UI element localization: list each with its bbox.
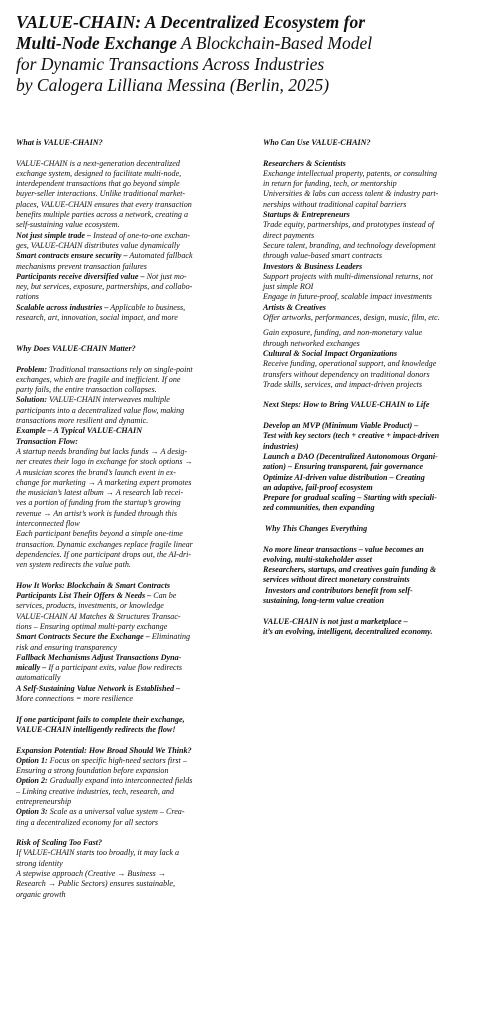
who-researchers: Researchers & Scientists Exchange intellectual property, patents, or consulting in return for funding, tech, or mentorship Universities & labs can access talent & industry part- nerships without traditional capital barriers <box>263 158 439 209</box>
section-heading-how: How It Works: Blockchain & Smart Contracts <box>16 580 170 590</box>
solution-paragraph: Solution: VALUE-CHAIN interweaves multiple participants into a decentralized value flow, making transactions more resilient and dynamic. <box>16 395 185 426</box>
expansion-option-2: Option 2: Gradually expand into interconnected fields – Linking creative industries, tech, research, and entrepreneurship <box>16 776 193 806</box>
section-heading-what: What is VALUE-CHAIN? <box>16 138 103 147</box>
how-bullet-3: Fallback Mechanisms Adjust Transactions Dyna- mically – If a participant exits, value flow redirects automatically <box>16 652 182 683</box>
title-line-3: for Dynamic Transactions Across Industries <box>16 54 325 74</box>
document-title <box>16 12 476 96</box>
next-steps-list: Develop an MVP (Minimum Viable Product) – Test with key sectors (tech + creative + impact-driven industries) Launch a DAO (Decentralized Autonomous Organi- zation) – Ensuring transparent, fair governance Optimize AI-driven value distribution – Creating an adaptive, fail-proof ecosystem Prepare for gradual scaling – Starting with speciali- zed communities, then expanding <box>263 421 440 513</box>
section-heading-changes: Why This Changes Everything <box>263 523 368 533</box>
closing-statement: VALUE-CHAIN is not just a marketplace – it’s an evolving, intelligent, decentralized economy. <box>263 616 433 636</box>
changes-list: No more linear transactions – value becomes an evolving, multi-stakeholder asset Researchers, startups, and creatives gain funding & services without direct monetary constraints Investors and contributors benefit from self- sustaining, long-term value creation <box>263 544 437 606</box>
expansion-option-3: Option 3: Scale as a universal value system – Crea- ting a decentralized economy for all sectors <box>16 807 185 827</box>
how-bullet-1: Participants List Their Offers & Needs – Can be services, products, investments, or knowledge VALUE-CHAIN AI Matches & Structures Transac- tions – Ensuring optimal multi-party exchange <box>16 591 181 631</box>
left-column <box>16 138 242 900</box>
title-line-4: by Calogera Lilliana Messina (Berlin, 2025) <box>16 75 330 95</box>
who-artists: Artists & Creatives Offer artworks, performances, design, music, film, etc. Gain exposure, funding, and non-monetary value through networked exchanges <box>263 302 440 348</box>
what-bullet-1: Not just simple trade – Instead of one-to-one exchan- ges, VALUE-CHAIN distributes value dynamically <box>16 230 190 250</box>
title-line-1: VALUE-CHAIN: A Decentralized Ecosystem for <box>16 12 366 32</box>
problem-paragraph: Problem: Traditional transactions rely on single-point exchanges, which are fragile and inefficient. If one party fails, the entire transaction collapses. <box>16 364 193 395</box>
risk-paragraph: If VALUE-CHAIN starts too broadly, it may lack a strong identity A stepwise approach (Creative → Business → Research → Public Sectors) ensures sustainable, organic growth <box>16 848 179 899</box>
section-heading-risk: Risk of Scaling Too Fast? <box>16 838 103 848</box>
expansion-option-1: Option 1: Focus on specific high-need sectors first – Ensuring a strong foundation before expansion <box>16 755 187 776</box>
title-line-2: Multi-Node Exchange A Blockchain-Based Model <box>16 33 373 53</box>
section-heading-who: Who Can Use VALUE-CHAIN? <box>263 138 371 147</box>
fail-redirect-callout: If one participant fails to complete their exchange, VALUE-CHAIN intelligently redirects the flow! <box>16 714 185 734</box>
how-bullet-4: A Self-Sustaining Value Network is Established – More connections = more resilience <box>16 683 181 704</box>
right-column <box>263 138 477 637</box>
what-bullet-2: Smart contracts ensure security – Automated fallback mechanisms prevent transaction failures <box>16 251 193 271</box>
who-startups: Startups & Entrepreneurs Trade equity, partnerships, and prototypes instead of direct payments Secure talent, branding, and technology development through value-based smart contracts <box>263 210 436 261</box>
section-heading-next-steps: Next Steps: How to Bring VALUE-CHAIN to Life <box>263 400 430 410</box>
who-investors: Investors & Business Leaders Support projects with multi-dimensional returns, not just simple ROI Engage in future-proof, scalable impact investments <box>263 261 433 302</box>
how-bullet-2: Smart Contracts Secure the Exchange – Eliminating risk and ensuring transparency <box>16 632 191 652</box>
what-bullet-4: Scalable across industries – Applicable to business, research, art, innovation, social impact, and more <box>16 302 186 323</box>
who-cultural: Cultural & Social Impact Organizations Receive funding, operational support, and knowledge transfers without dependency on traditional donors Trade skills, services, and impact-driven projects <box>263 348 437 389</box>
example-paragraph: Example – A Typical VALUE-CHAIN Transaction Flow: A startup needs branding but lacks funds → A desig- ner creates their logo in exchange for stock options → A musician scores the brand’s launch event in ex- change for marketing → A marketing expert promotes the musician’s latest album → A research lab recei- ves a portion of funding from the startup’s growing revenue → An artist’s work is funded through this interconnected flow Each participant benefits beyond a simple one-time transaction. Dynamic exchanges replace fragile linear dependencies. If one participant drops out, the AI-dri- ven system redirects the value path. <box>16 426 193 570</box>
section-heading-expansion: Expansion Potential: How Broad Should We Think? <box>16 745 192 755</box>
section-heading-why: Why Does VALUE-CHAIN Matter? <box>16 343 136 353</box>
what-paragraph: VALUE-CHAIN is a next-generation decentralized exchange system, designed to facilitate multi-node, interdependent transactions that go beyond simple buyer-seller interactions. Unlike traditional market- places, VALUE-CHAIN ensures that every transaction benefits multiple parties across a network, creating a self-sustaining value ecosystem. <box>16 158 192 230</box>
what-bullet-3: Participants receive diversified value – Not just mo- ney, but services, exposure, partnerships, and collabo- rations <box>16 271 193 302</box>
